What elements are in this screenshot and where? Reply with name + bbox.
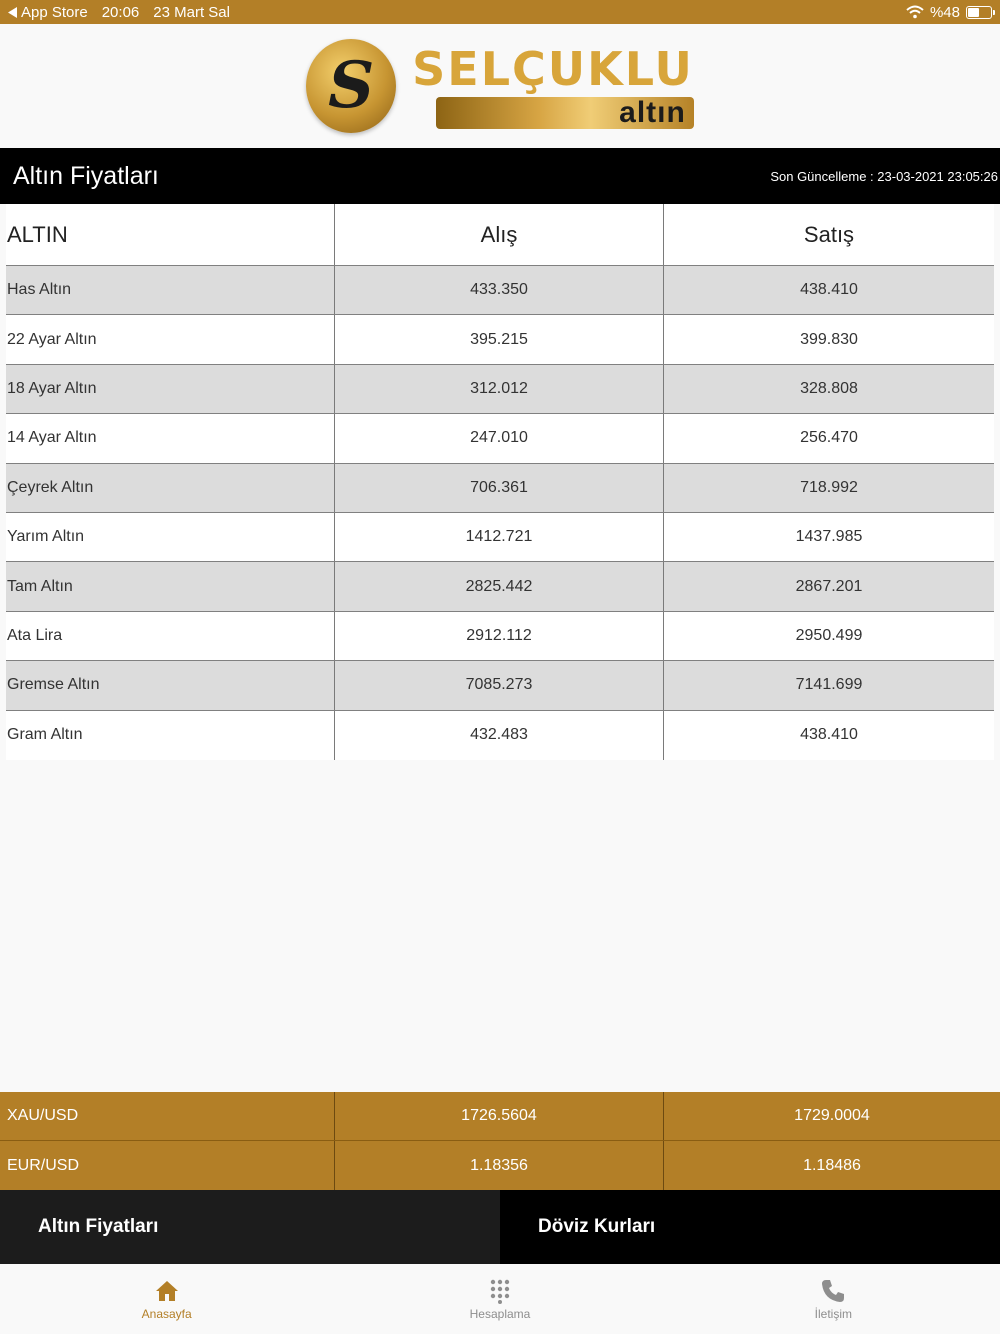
row-sell: 7141.699 [795, 676, 863, 694]
column-header-buy: Alış [335, 204, 664, 265]
phone-icon [820, 1278, 846, 1304]
column-header-gold: ALTIN [6, 204, 335, 265]
back-to-app-store[interactable] [8, 4, 88, 21]
fx-pair: EUR/USD [0, 1141, 335, 1190]
logo-monogram: S [328, 48, 375, 123]
row-name: Has Altın [6, 266, 335, 314]
table-row[interactable] [6, 562, 994, 611]
title-bar [0, 148, 1000, 204]
table-row[interactable] [6, 315, 994, 364]
fx-row[interactable] [0, 1092, 1000, 1141]
row-sell: 2950.499 [795, 626, 863, 644]
row-name: 18 Ayar Altın [6, 365, 335, 413]
header [0, 24, 1000, 148]
logo-monogram-icon [306, 39, 396, 133]
tab-contact-label: İletişim [814, 1306, 852, 1321]
row-buy: 247.010 [335, 414, 664, 462]
logo-sub: altın [619, 96, 686, 129]
row-buy: 312.012 [335, 365, 664, 413]
last-update: Son Güncelleme : 23-03-2021 23:05:26 [770, 168, 998, 184]
row-buy: 432.483 [335, 711, 664, 760]
row-name: Ata Lira [6, 612, 335, 660]
table-row[interactable] [6, 661, 994, 710]
row-buy: 706.361 [335, 464, 664, 512]
row-name: Tam Altın [6, 562, 335, 610]
fx-buy: 1726.5604 [335, 1092, 664, 1140]
row-buy: 2912.112 [335, 612, 664, 660]
row-sell: 718.992 [800, 478, 858, 496]
wifi-icon [906, 5, 924, 19]
table-row[interactable] [6, 513, 994, 562]
row-buy: 433.350 [335, 266, 664, 314]
row-buy: 7085.273 [335, 661, 664, 709]
tab-home[interactable] [0, 1264, 333, 1334]
fx-row[interactable] [0, 1141, 1000, 1190]
row-name: Çeyrek Altın [6, 464, 335, 512]
back-label: App Store [21, 3, 88, 21]
table-row[interactable] [6, 266, 994, 315]
logo-bar [436, 97, 694, 129]
table-row[interactable] [6, 414, 994, 463]
status-date: 23 Mart Sal [153, 3, 230, 21]
battery-percent: %48 [929, 3, 960, 21]
row-sell: 1437.985 [795, 528, 863, 546]
fx-buy: 1.18356 [335, 1141, 664, 1190]
back-arrow-icon [8, 7, 17, 18]
fx-sell: 1729.0004 [794, 1107, 870, 1124]
table-header-row [6, 204, 994, 266]
fx-sell: 1.18486 [803, 1156, 861, 1174]
row-buy: 395.215 [335, 315, 664, 363]
logo-word: SELÇUKLU [412, 42, 694, 96]
battery-icon [966, 6, 992, 19]
row-name: 14 Ayar Altın [6, 414, 335, 462]
tab-contact[interactable] [667, 1264, 1000, 1334]
tab-home-label: Anasayfa [141, 1306, 192, 1321]
tab-calculation-label: Hesaplama [469, 1306, 531, 1321]
row-buy: 1412.721 [335, 513, 664, 561]
tab-bar [0, 1264, 1000, 1334]
tab-calculation[interactable] [333, 1264, 666, 1334]
table-row[interactable] [6, 464, 994, 513]
row-sell: 399.830 [800, 330, 858, 348]
row-name: 22 Ayar Altın [6, 315, 335, 363]
row-sell: 2867.201 [795, 577, 863, 595]
row-sell: 328.808 [800, 379, 858, 397]
gold-price-table [6, 204, 994, 760]
battery-fill [968, 8, 979, 17]
home-icon [154, 1278, 180, 1304]
row-buy: 2825.442 [335, 562, 664, 610]
page-title: Altın Fiyatları [13, 161, 159, 190]
row-name: Gram Altın [6, 711, 335, 760]
logo-wordmark [412, 43, 694, 129]
fx-pair: XAU/USD [0, 1092, 335, 1140]
segment-gold-prices[interactable]: Altın Fiyatları [0, 1190, 500, 1264]
row-sell: 438.410 [800, 726, 858, 744]
fx-rates [0, 1092, 1000, 1190]
table-row[interactable] [6, 711, 994, 760]
row-sell: 438.410 [800, 281, 858, 299]
row-name: Yarım Altın [6, 513, 335, 561]
table-row[interactable] [6, 612, 994, 661]
status-time: 20:06 [101, 3, 140, 21]
segment-currency-rates[interactable]: Döviz Kurları [500, 1190, 1000, 1264]
table-row[interactable] [6, 365, 994, 414]
row-sell: 256.470 [800, 429, 858, 447]
row-name: Gremse Altın [6, 661, 335, 709]
keypad-icon [487, 1278, 513, 1304]
segment-bar [0, 1190, 1000, 1264]
column-header-sell: Satış [803, 221, 855, 247]
status-bar [0, 0, 1000, 24]
brand-logo [306, 39, 694, 133]
